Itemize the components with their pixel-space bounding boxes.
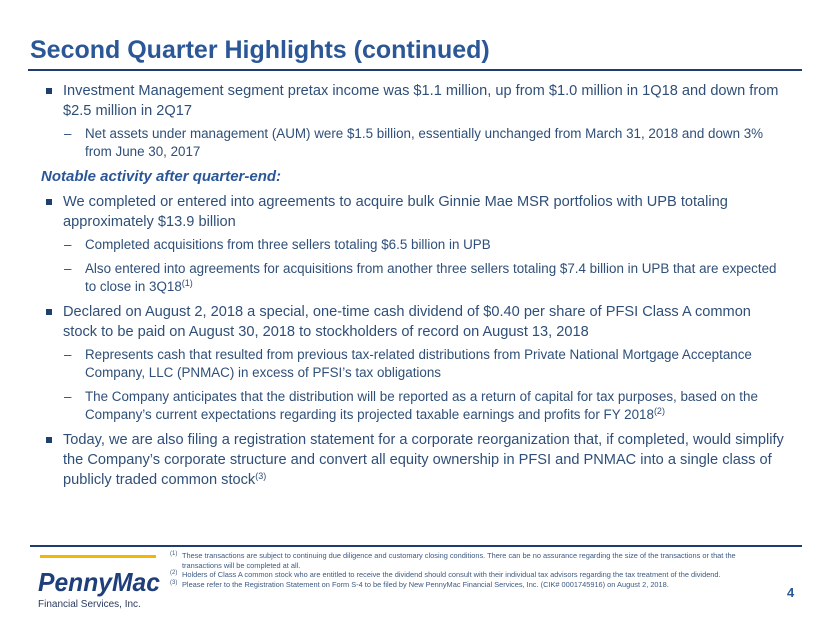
- footnote-number: (1): [170, 551, 178, 557]
- sub-bullet-completed-acquisitions: [44, 236, 784, 254]
- footnote-number: (3): [170, 580, 178, 587]
- footnote-text: Please refer to the Registration Statement on Form S-4 to be filed by New PennyMac Financial Services, Inc. (CIK# 0001745916) on August 2, 2018.: [182, 580, 669, 590]
- pennymac-logo: [38, 565, 163, 597]
- footnotes: [170, 551, 770, 590]
- footnote-2: [170, 570, 770, 580]
- dash-bullet-icon: –: [64, 347, 72, 362]
- footnote-1: [170, 551, 770, 570]
- dash-bullet-icon: –: [64, 389, 72, 404]
- bullet-text: Today, we are also filing a registration statement for a corporate reorganization that, if completed, would simplify the Company’s corporate structure and convert all equity ownership in PFSI and PNMAC into a single class of publicly traded common stock: [63, 432, 784, 488]
- sub-bullet-text: Also entered into agreements for acquisitions from another three sellers totaling $7.4 billion in UPB that are expected to close in 3Q18: [85, 261, 777, 294]
- sub-bullet-text: The Company anticipates that the distribution will be reported as a return of capital for tax purposes, based on the Company’s current expectations regarding its projected taxable earnings and profits for FY 2018: [85, 389, 758, 422]
- dash-bullet-icon: –: [64, 261, 72, 276]
- page-number: 4: [787, 585, 795, 600]
- sub-bullet-aum: [44, 125, 784, 161]
- sub-bullet-dividend-source: [44, 346, 784, 382]
- square-bullet-icon: [46, 88, 52, 94]
- slide-body: [41, 81, 784, 494]
- title-divider: [28, 69, 802, 71]
- dash-bullet-icon: –: [64, 126, 72, 141]
- sub-bullet-text: Completed acquisitions from three sellers totaling $6.5 billion in UPB: [85, 237, 491, 252]
- bullet-investment-management: [44, 81, 784, 121]
- footer-divider: [30, 545, 802, 547]
- footnote-ref: (3): [255, 471, 267, 481]
- sub-bullet-text: Represents cash that resulted from previous tax-related distributions from Private National Mortgage Acceptance Company, LLC (PNMAC) in excess of PFSI’s tax obligations: [85, 347, 752, 380]
- footnote-number: (2): [170, 570, 178, 577]
- footnote-text: Holders of Class A common stock who are entitled to receive the dividend should consult with their individual tax advisors regarding the tax treatment of the dividend.: [182, 570, 721, 580]
- bullet-special-dividend: [44, 302, 784, 342]
- footnote-3: [170, 580, 770, 590]
- dash-bullet-icon: –: [64, 237, 72, 252]
- logo-accent-bar: [40, 555, 156, 558]
- square-bullet-icon: [46, 309, 52, 315]
- footnote-text: These transactions are subject to continuing due diligence and customary closing conditions. There can be no assurance regarding the size of the transactions or that the transactions will be completed at all.: [182, 551, 736, 570]
- logo-wordmark: PennyMac: [38, 567, 161, 597]
- logo-subtitle: Financial Services, Inc.: [38, 599, 141, 610]
- footnote-ref: (1): [181, 278, 193, 288]
- bullet-msr-acquisitions: [44, 192, 784, 232]
- footnote-ref: (2): [653, 406, 665, 416]
- bullet-text: We completed or entered into agreements to acquire bulk Ginnie Mae MSR portfolios with UPB totaling approximately $13.9 billion: [63, 194, 728, 230]
- bullet-reorganization: [44, 430, 784, 490]
- bullet-text: Investment Management segment pretax income was $1.1 million, up from $1.0 million in 1Q18 and down from $2.5 million in 2Q17: [63, 83, 779, 119]
- section-heading: Notable activity after quarter-end:: [41, 168, 282, 185]
- sub-bullet-pending-acquisitions: [44, 260, 784, 296]
- square-bullet-icon: [46, 199, 52, 205]
- bullet-text: Declared on August 2, 2018 a special, one-time cash dividend of $0.40 per share of PFSI Class A common stock to be paid on August 30, 2018 to stockholders of record on August 13, 2018: [63, 304, 751, 340]
- sub-bullet-return-of-capital: [44, 388, 784, 424]
- square-bullet-icon: [46, 437, 52, 443]
- sub-bullet-text: Net assets under management (AUM) were $1.5 billion, essentially unchanged from March 31, 2018 and down 3% from June 30, 2017: [85, 126, 764, 159]
- slide-title: Second Quarter Highlights (continued): [30, 36, 490, 64]
